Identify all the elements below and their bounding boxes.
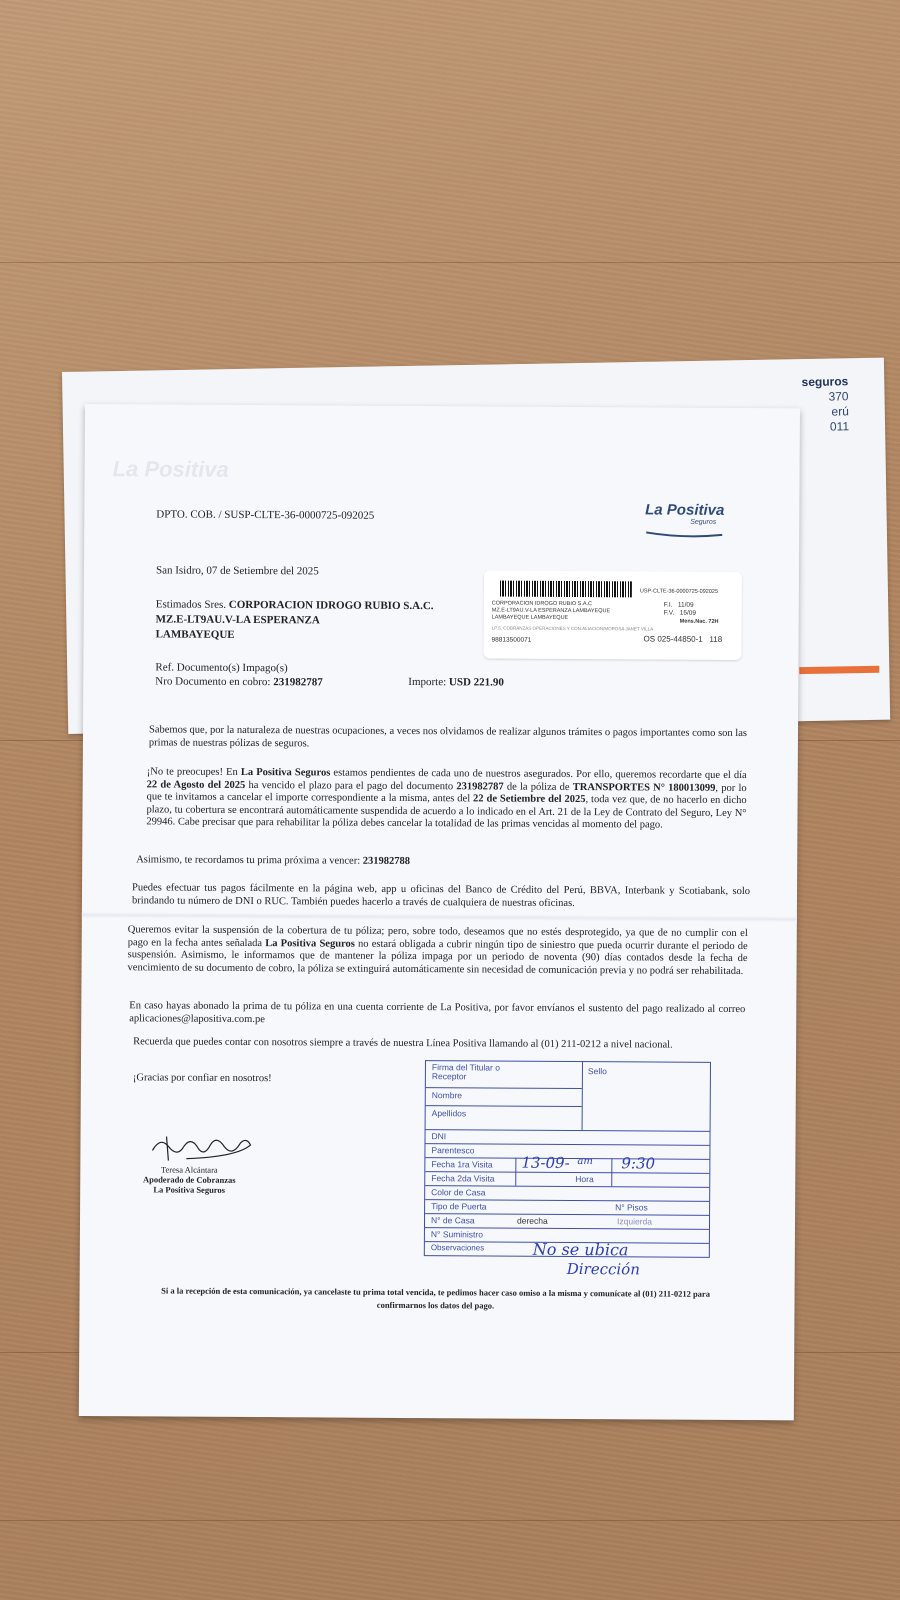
- label-company: CORPORACION IDROGO RUBIO S.A.C: [491, 600, 593, 608]
- doc-number: 231982787: [273, 676, 323, 689]
- logo-swoosh-icon: [644, 530, 724, 538]
- stamp-pisos: N° Pisos: [615, 1202, 648, 1213]
- address-line-1: MZ.E-LT9AU.V-LA ESPERANZA: [155, 613, 320, 627]
- document-reference: [155, 660, 323, 689]
- stamp-observaciones: Observaciones: [430, 1243, 485, 1253]
- ghost-logo: La Positiva: [112, 456, 229, 482]
- label-number: 118: [709, 634, 723, 644]
- label-ref: USP-CLTE-36-0000725-092025: [639, 588, 719, 595]
- stamp-dni: DNI: [431, 1131, 447, 1142]
- stamp-hora: Hora: [575, 1174, 594, 1185]
- amount-label: Importe:: [408, 675, 447, 689]
- stamp-tipo-puerta: Tipo de Puerta: [431, 1201, 487, 1212]
- courier-delivery-stamp: [424, 1060, 711, 1279]
- greeting: Estimados Sres.: [155, 598, 227, 611]
- label-os: OS 025-44850-1: [643, 634, 703, 644]
- paragraph-3: [136, 854, 736, 870]
- stamp-derecha: derecha: [516, 1215, 548, 1226]
- logo-name: La Positiva: [645, 501, 725, 519]
- next-premium-label: Asimismo, te recordamos tu prima próxima a vencer:: [136, 854, 361, 867]
- stamp-apellidos: Apellidos: [431, 1108, 467, 1119]
- label-fi: F.I.: [663, 601, 673, 609]
- envelope-text: seguros: [801, 374, 849, 390]
- doc-number-label: Nro Documento en cobro:: [155, 675, 271, 689]
- addressee-block: [156, 597, 434, 644]
- label-address-2: LAMBAYEQUE LAMBAYEQUE: [491, 614, 569, 621]
- amount-value: USD 221.90: [448, 676, 504, 689]
- label-fi-value: 11/09: [677, 601, 694, 609]
- handwritten-date: 13-09-: [521, 1153, 570, 1172]
- company-name: CORPORACION IDROGO RUBIO S.A.C.: [228, 598, 434, 613]
- cardboard-crease: [0, 1520, 900, 1521]
- paragraph-4: Puedes efectuar tus pagos fácilmente en la página web, app u oficinas del Banco de Crédito del Perú, BBVA, Interbank y Scotiabank, solo brindando tu número de DNI o RUC. También puedes hacerlo a través de cualquiera de nuestras oficinas.: [131, 882, 751, 909]
- paragraph-6: En caso hayas abonado la prima de tu póliza en una cuenta corriente de La Positiva, por favor envíanos el sustento del pago realizado al correo aplicaciones@lapositiva.com.pe: [129, 1000, 746, 1025]
- signer-title: Apoderado de Cobranzas: [142, 1174, 236, 1185]
- envelope-text: erú: [831, 404, 849, 419]
- handwritten-time: 9:30: [621, 1154, 656, 1173]
- signer-block: [124, 1164, 254, 1195]
- paragraph-1: Sabemos que, por la naturaleza de nuestras ocupaciones, a veces nos olvidamos de realizar algunos trámites o pagos importantes como son las primas de nuestras pólizas de seguros.: [148, 724, 748, 749]
- stamp-izquierda: Izquierda: [616, 1216, 653, 1227]
- stamp-parentesco: Parentesco: [431, 1145, 475, 1156]
- stamp-sello: Sello: [587, 1066, 607, 1077]
- logo-subtitle: Seguros: [690, 518, 717, 526]
- signer-company: La Positiva Seguros: [153, 1184, 226, 1195]
- paragraph-5: Queremos evitar la suspensión de la cobertura de tu póliza; pero, sobre todo, deseamos que no estés desprotegido, ya que de no cumplir con el pago en la fecha antes señalada La Positiva Seguros no estará obligada a cubrir ningún tipo de siniestro que pueda ocurrir durante el periodo de suspensión. Asimismo, le informamos que de mantener la póliza impaga por un periodo de noventa (90) días contados desde la fecha de vencimiento de su documento de cobro, la póliza se extinguirá automáticamente sin necesidad de comunicación previa y no podrá ser rehabilitada.: [127, 924, 748, 977]
- handwritten-am: am: [577, 1156, 593, 1168]
- envelope-text: 011: [829, 419, 850, 434]
- paragraph-7: Recuerda que puedes contar con nosotros siempre a través de nuestra Línea Positiva llamando al (01) 211-0212 a nivel nacional.: [133, 1036, 673, 1051]
- barcode-icon: [500, 581, 632, 598]
- amount-line: [408, 676, 504, 689]
- handwritten-observation-1: No se ubica: [532, 1239, 629, 1260]
- stamp-suministro: N° Suministro: [430, 1229, 484, 1240]
- next-premium-number: 231982788: [362, 855, 411, 867]
- letter-date: San Isidro, 07 de Setiembre del 2025: [155, 564, 319, 578]
- stamp-nombre: Nombre: [431, 1090, 463, 1101]
- handwritten-signature: [146, 1130, 256, 1165]
- label-mens: Mens.Nac. 72H: [679, 618, 719, 625]
- cardboard-crease: [0, 262, 900, 263]
- stamp-firma: Firma del Titular o Receptor: [431, 1062, 501, 1082]
- label-fv-value: 15/09: [679, 609, 697, 617]
- stamp-fecha-2: Fecha 2da Visita: [431, 1173, 495, 1184]
- footer-note: Si a la recepción de esta comunicación, ya cancelaste tu prima total vencida, te pedimos hacer caso omiso a la misma y comunícate al (01) 211-0212 para confirmarnos los datos del pago.: [161, 1285, 711, 1311]
- envelope-stripe: [799, 666, 879, 674]
- paper-fold: [82, 912, 797, 922]
- department-reference: DPTO. COB. / SUSP-CLTE-36-0000725-092025: [156, 508, 375, 522]
- stamp-numero-casa: N° de Casa: [430, 1215, 475, 1226]
- label-code: 98813500071: [491, 636, 532, 644]
- envelope-text: 370: [828, 389, 849, 404]
- address-line-2: LAMBAYEQUE: [155, 628, 235, 641]
- label-address-1: MZ.E-LT9AU.V-LA ESPERANZA LAMBAYEQUE: [491, 607, 611, 615]
- handwritten-observation-2: Dirección: [566, 1259, 640, 1279]
- collection-letter: [79, 404, 800, 1420]
- stamp-fecha-1: Fecha 1ra Visita: [431, 1159, 493, 1170]
- label-fv: F.V.: [663, 609, 675, 617]
- paragraph-2: ¡No te preocupes! En La Positiva Seguros estamos pendientes de cada uno de nuestros asegurados. Por ello, queremos recordarte que el día 22 de Agosto del 2025 ha vencido el plazo para el pago del documento 231982787 de la póliza de TRANSPORTES N° 180013099, por lo que te invitamos a cancelar el importe correspondiente a la misma, antes del 22 de Setiembre del 2025, toda vez que, de no hacerlo en dicho plazo, tu cobertura se encontrará automáticamente suspendida de acuerdo a lo indicado en el Art. 21 de la Ley de Contrato del Seguro, Ley N° 29946. Cabe precisar que para rehabilitar la póliza debes cancelar la totalidad de las primas vencidas al momento del pago.: [146, 766, 747, 831]
- signer-name: Teresa Alcántara: [160, 1164, 218, 1175]
- label-department: LP.S. COBRANZAS OPERACIONES Y CON.ALIACION/MOROSA JANET VILLA: [491, 625, 654, 632]
- thanks-line: ¡Gracias por confiar en nosotros!: [132, 1072, 272, 1085]
- company-logo: [634, 501, 724, 544]
- doc-ref-label: Ref. Documento(s) Impago(s): [155, 661, 288, 675]
- mailing-label: [483, 570, 742, 660]
- stamp-color: Color de Casa: [431, 1187, 486, 1198]
